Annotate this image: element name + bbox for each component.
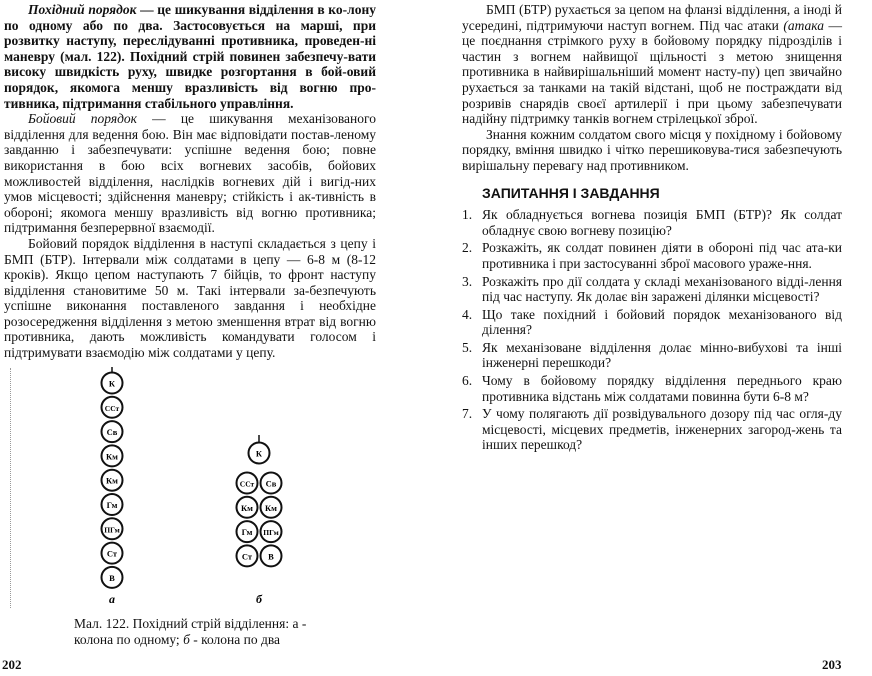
soldier-label: Гм (106, 500, 118, 510)
margin-rule (10, 368, 11, 608)
term-marching-order: Похідний порядок (28, 2, 137, 17)
soldier-b-left-3 (237, 521, 258, 542)
paragraph-battle-order (4, 111, 376, 236)
soldier-label: Ст (106, 548, 118, 559)
soldier-a-3 (102, 421, 123, 442)
soldier-label: В (268, 551, 274, 562)
soldier-b-left-2 (237, 497, 258, 518)
battle-order-text: — це шикування механізованого відділення для ведення бою. Він має відповідати постав-леному завданню і забезпечувати: успішне ведення бою; повне використання в бою всіх вогневих засобів, бойових можливостей відділення, наслідків вогневих дій і вигід-них умов місцевості; здійснення маневру; стійкість і ак-тивність в обороні; якомога меншу вразливість від вогню противника; підтримання безперервної взаємодії. (4, 111, 376, 236)
question-item: 1. Як обладнується вогнева позиція БМП (БТР)? Як солдат обладнує свою вогневу позицію? (462, 207, 842, 238)
question-text: Чому в бойовому порядку відділення переднього краю противника відстань між солдатами повинна бути 6-8 м? (482, 373, 842, 404)
soldier-label: ПГм (104, 525, 120, 535)
question-text: Розкажіть про дії солдата у складі механізованого відді-лення під час наступу. Як долає він заражені ділянки місцевості? (482, 273, 842, 305)
question-item: 5. Як механізоване відділення долає мінно-вибухові та інші інженерні перешкоди? (462, 339, 842, 371)
soldier-label: Ст (241, 551, 253, 562)
figure-caption (74, 616, 334, 648)
soldier-label: Км (106, 451, 118, 462)
soldier-b-right-3 (261, 521, 282, 542)
caption-line-2-pre: колона по одному; (74, 632, 184, 647)
question-item: 6. Чому в бойовому порядку відділення переднього краю противника відстань між солдатами повинна бути 6-8 м? (462, 373, 842, 404)
soldier-b-right-4 (261, 545, 282, 566)
attack-text: — це поєднання стрімкого руху в бойовому порядку підрозділів і частин з вогнем найвищої щільності з метою знищення противника в найвирішальніший момент насту-пу) цеп звичайно рухається за танками на такій відстані, щоб не постраждати від розривів снарядів своєї артилерії і при цьому забезпечувати надійну підтримку танків вогнем стрілецької зброї. (462, 17, 843, 127)
label-a: а (109, 592, 115, 606)
soldier-label: К (108, 378, 116, 389)
question-text: У чому полягають дії розвідувального дозору під час огля-ду місцевості, місцевих предметів, інженерних загород-жень та інших перешкод? (482, 406, 842, 453)
soldier-label: Км (241, 502, 253, 513)
soldier-a-9 (102, 567, 123, 588)
paragraph-bmp (462, 2, 842, 127)
question-item: 3. Розкажіть про дії солдата у складі механізованого відді-лення під час наступу. Як долає він заражені ділянки місцевості? (462, 273, 842, 305)
soldier-b-left-1 (237, 473, 258, 494)
term-attack: (атака (783, 17, 825, 33)
question-item: 2. Розкажіть, як солдат повинен діяти в обороні під час ата-ки противника і при застосуванні зброї масового ураже-ння. (462, 240, 842, 271)
page-number-left: 202 (2, 657, 22, 672)
soldier-b-left-4 (237, 545, 258, 566)
label-b: б (256, 592, 262, 606)
paragraph-knowledge: Знання кожним солдатом свого місця у похідному і бойовому порядку, вміння швидко і чітко перешиковува-тися забезпечують вирішальну перевагу над противником. (462, 126, 842, 173)
question-text: Розкажіть, як солдат повинен діяти в обороні під час ата-ки противника і при застосуванні зброї масового ураже-ння. (482, 240, 842, 271)
marching-order-text: — це шикування відділення в ко-лону по одному або по два. Застосовується на марші, при розвитку наступу, переслідуванні противника, проведен-ні маневру (мал. 122). Похідний стрій повинен забезпечу-вати високу швидкість руху, швидке розгортання в бой-овий порядок, якомога меншу вразливість від вогню про-тивника, підтримання стабільного управління. (4, 2, 376, 111)
soldier-a-6 (102, 494, 123, 515)
soldier-a-4 (102, 445, 123, 466)
soldier-b-leader (249, 443, 270, 464)
questions-heading: ЗАПИТАННЯ І ЗАВДАННЯ (482, 184, 660, 201)
soldier-b-right-1 (261, 473, 282, 494)
question-item: 7. У чому полягають дії розвідувального дозору під час огля-ду місцевості, місцевих предметів, інженерних загород-жень та інших перешкод? (462, 406, 842, 453)
questions-list (462, 207, 842, 453)
soldier-label: ССт (239, 479, 255, 489)
formation-diagram (90, 363, 300, 613)
soldier-label: Гм (241, 527, 253, 538)
question-item: 4. Що таке похідний і бойовий порядок механізованого від ділення? (462, 306, 842, 338)
right-page (462, 2, 842, 455)
soldier-label: Км (265, 502, 277, 513)
question-text: Як обладнується вогнева позиція БМП (БТР)? Як солдат обладнує свою вогневу позицію? (482, 207, 842, 238)
term-battle-order: Бойовий порядок (28, 111, 137, 127)
soldier-label: В (109, 572, 115, 583)
caption-line-2-italic: б (183, 632, 190, 647)
soldier-label: ССт (104, 403, 120, 413)
figure-marching-formation (90, 363, 300, 613)
question-text: Що таке похідний і бойовий порядок механізованого від ділення? (482, 306, 842, 338)
soldier-label: К (255, 448, 263, 459)
caption-line-1: Мал. 122. Похідний стрій відділення: а - (74, 616, 307, 631)
bmp-text: БМП (БТР) рухається за цепом на фланзі відділення, а іноді й усередині, підтримуючи наступ вогнем. Під час атаки (462, 2, 842, 33)
soldier-a-8 (102, 543, 123, 564)
page-number-right: 203 (822, 657, 842, 672)
soldier-b-right-2 (261, 497, 282, 518)
caption-line-2-post: - колона по два (189, 632, 281, 647)
soldier-label: Км (106, 475, 118, 486)
soldier-label: Св (265, 478, 277, 489)
soldier-a-5 (102, 470, 123, 491)
left-page (4, 2, 376, 361)
soldier-a-2 (102, 397, 123, 418)
soldier-label: Св (106, 427, 118, 438)
paragraph-offensive-order: Бойовий порядок відділення в наступі складається з цепу і БМП (БТР). Інтервали між солдатами в цепу — 6-8 м (8-12 кроків). Якщо цепом наступають 7 бійців, то фронт наступу відділення становитиме 50 м. Такі інтервали за-безпечують успішне виконання поставленого завдання і необхідне розосередження відділення з метою зменшення втрат від вогню противника, дають можливість командувати голосом і підтримувати взаємодію між солдатами у цепу. (4, 235, 376, 361)
soldier-a-7 (102, 518, 123, 539)
soldier-label: ПГм (263, 528, 279, 538)
soldier-a-1 (102, 373, 123, 394)
question-text: Як механізоване відділення долає мінно-вибухові та інші інженерні перешкоди? (482, 339, 842, 371)
paragraph-marching-order (4, 2, 376, 111)
